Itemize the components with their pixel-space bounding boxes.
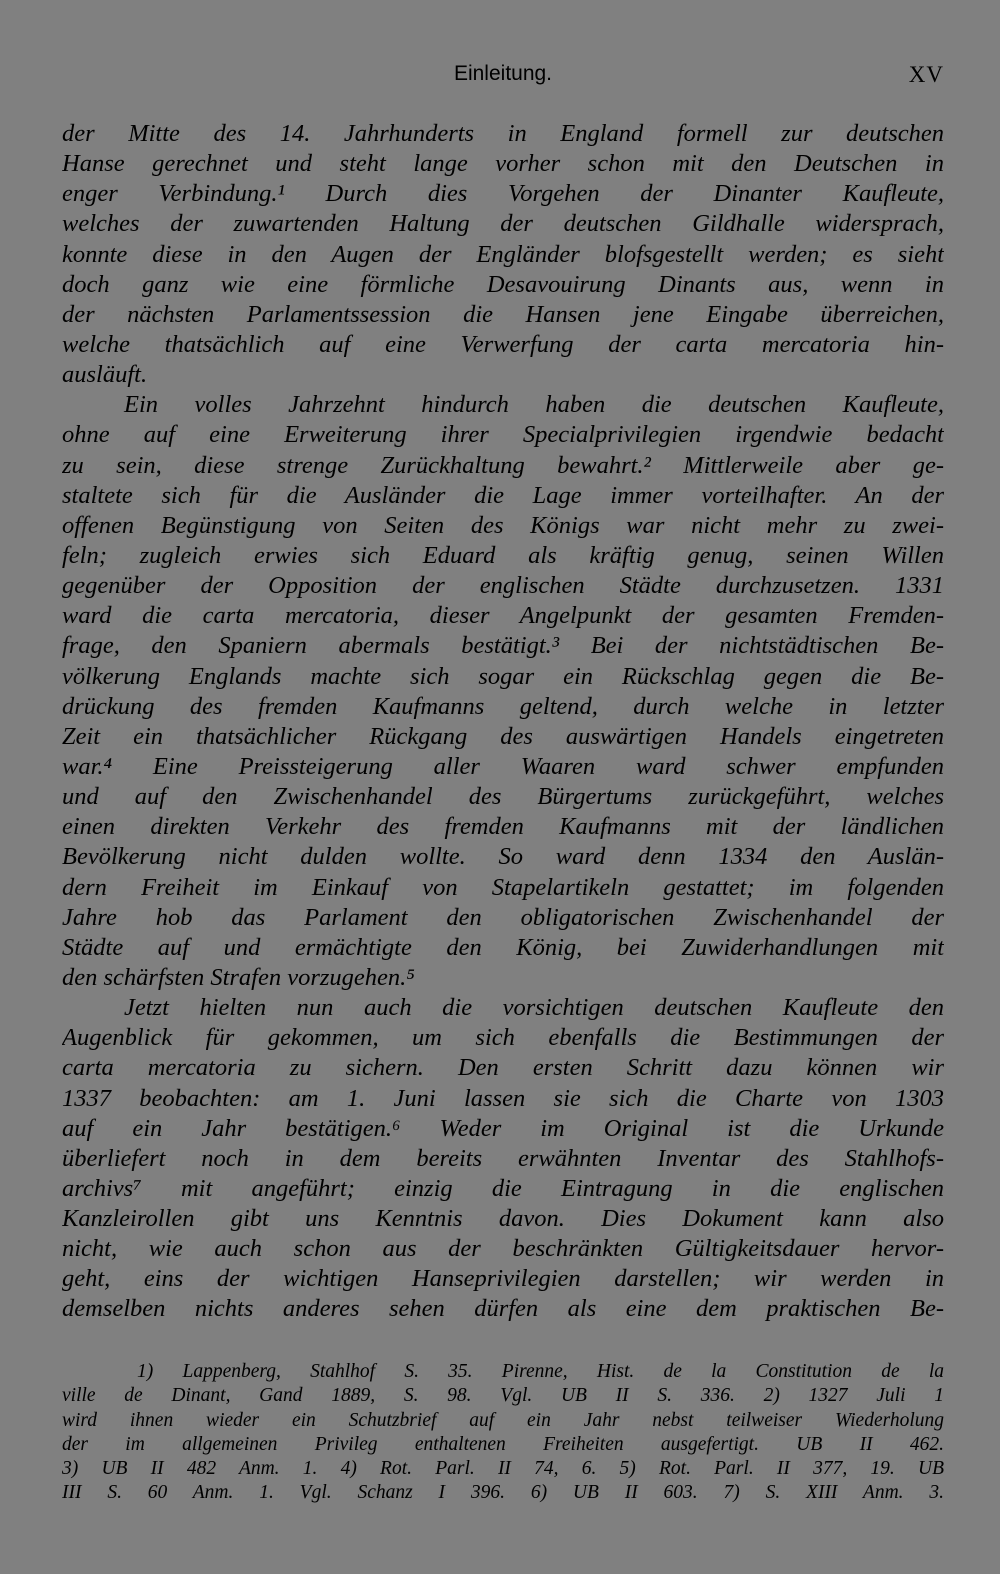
text-line: geht, eins der wichtigen Hanseprivilegien darstellen; wir werden in: [62, 1265, 944, 1293]
text-line: archivs⁷ mit angeführt; einzig die Eintragung in die englischen: [62, 1174, 944, 1202]
text-line: war.⁴ Eine Preissteigerung aller Waaren ward schwer empfunden: [62, 752, 944, 780]
text-line: Bevölkerung nicht dulden wollte. So ward denn 1334 den Auslän-: [62, 843, 944, 871]
footnote-line: 1) Lappenberg, Stahlhof S. 35. Pirenne, Hist. de la Constitution de la: [137, 1361, 944, 1382]
text-line: einen direkten Verkehr des fremden Kaufmanns mit der ländlichen: [62, 813, 944, 841]
text-line: Augenblick für gekommen, um sich ebenfalls die Bestimmungen der: [62, 1024, 944, 1052]
text-line: ward die carta mercatoria, dieser Angelpunkt der gesamten Fremden-: [62, 602, 944, 630]
text-line: gegenüber der Opposition der englischen Städte durchzusetzen. 1331: [62, 572, 944, 600]
text-line: Ein volles Jahrzehnt hindurch haben die deutschen Kaufleute,: [124, 391, 944, 419]
text-line: Jetzt hielten nun auch die vorsichtigen deutschen Kaufleute den: [124, 994, 944, 1022]
text-line: demselben nichts anderes sehen dürfen als eine dem praktischen Be-: [62, 1295, 944, 1323]
text-line: ausläuft.: [62, 361, 148, 389]
text-line: zu sein, diese strenge Zurückhaltung bewahrt.² Mittlerweile aber ge-: [62, 451, 944, 479]
text-line: nicht, wie auch schon aus der beschränkten Gültigkeitsdauer hervor-: [62, 1235, 944, 1263]
text-line: enger Verbindung.¹ Durch dies Vorgehen der Dinanter Kaufleute,: [62, 180, 944, 208]
text-line: völkerung Englands machte sich sogar ein Rückschlag gegen die Be-: [62, 662, 944, 690]
text-line: doch ganz wie eine förmliche Desavouirung Dinants aus, wenn in: [62, 270, 944, 298]
text-line: überliefert noch in dem bereits erwähnten Inventar des Stahlhofs-: [62, 1144, 944, 1172]
text-line: welche thatsächlich auf eine Verwerfung der carta mercatoria hin-: [62, 330, 944, 358]
footnote-line: ville de Dinant, Gand 1889, S. 98. Vgl. UB II S. 336. 2) 1327 Juli 1: [62, 1385, 944, 1407]
running-title: Einleitung.: [453, 62, 553, 85]
text-line: Jahre hob das Parlament den obligatorischen Zwischenhandel der: [62, 903, 944, 931]
footnote-line: der im allgemeinen Privileg enthaltenen Freiheiten ausgefertigt. UB II 462.: [62, 1433, 944, 1455]
page-header: [62, 60, 944, 92]
text-line: drückung des fremden Kaufmanns geltend, durch welche in letzter: [62, 692, 944, 720]
text-line: dern Freiheit im Einkauf von Stapelartikeln gestattet; im folgenden: [62, 873, 944, 901]
text-line: auf ein Jahr bestätigen.⁶ Weder im Original ist die Urkunde: [62, 1114, 944, 1142]
text-line: staltete sich für die Ausländer die Lage immer vorteilhafter. An der: [62, 481, 944, 509]
text-line: Hanse gerechnet und steht lange vorher schon mit den Deutschen in: [62, 150, 944, 178]
text-line: Städte auf und ermächtigte den König, bei Zuwiderhandlungen mit: [62, 933, 944, 961]
footnote-line: wird ihnen wieder ein Schutzbrief auf ein Jahr nebst teilweiser Wiederholung: [62, 1409, 944, 1431]
text-line: den schärfsten Strafen vorzugehen.⁵: [62, 963, 415, 991]
text-line: Kanzleirollen gibt uns Kenntnis davon. Dies Dokument kann also: [62, 1205, 944, 1233]
text-line: konnte diese in den Augen der Engländer blofsgestellt werden; es sieht: [62, 240, 944, 268]
text-line: offenen Begünstigung von Seiten des Königs war nicht mehr zu zwei-: [62, 511, 944, 539]
footnote-line: III S. 60 Anm. 1. Vgl. Schanz I 396. 6) UB II 603. 7) S. XIII Anm. 3.: [62, 1482, 944, 1504]
text-line: welches der zuwartenden Haltung der deutschen Gildhalle widersprach,: [62, 210, 944, 238]
text-line: der Mitte des 14. Jahrhunderts in England formell zur deutschen: [62, 120, 944, 147]
text-line: feln; zugleich erwies sich Eduard als kräftig genug, seinen Willen: [62, 541, 944, 569]
text-line: Zeit ein thatsächlicher Rückgang des auswärtigen Handels eingetreten: [62, 722, 944, 750]
text-line: 1337 beobachten: am 1. Juni lassen sie sich die Charte von 1303: [62, 1084, 944, 1112]
text-line: ohne auf eine Erweiterung ihrer Specialprivilegien irgendwie bedacht: [62, 421, 944, 449]
footnote-line: 3) UB II 482 Anm. 1. 4) Rot. Parl. II 74, 6. 5) Rot. Parl. II 377, 19. UB: [62, 1458, 944, 1480]
page-number: XV: [908, 62, 944, 87]
text-line: carta mercatoria zu sichern. Den ersten Schritt dazu können wir: [62, 1054, 944, 1082]
text-line: und auf den Zwischenhandel des Bürgertums zurückgeführt, welches: [62, 783, 944, 811]
text-line: der nächsten Parlamentssession die Hansen jene Eingabe überreichen,: [62, 300, 944, 328]
footnotes: [62, 1360, 944, 1506]
text-line: frage, den Spaniern abermals bestätigt.³ Bei der nichtstädtischen Be-: [62, 632, 944, 660]
body-text: [62, 119, 944, 1325]
